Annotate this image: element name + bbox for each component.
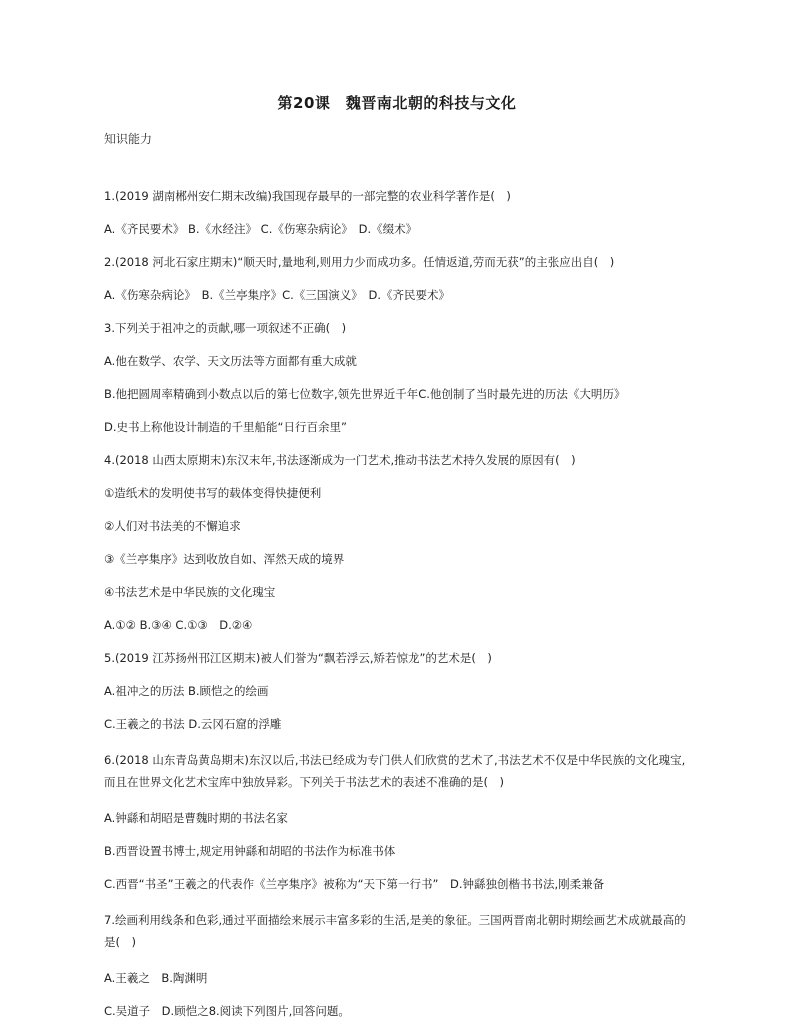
answer-option: D.史书上称他设计制造的千里船能“日行百余里”: [104, 420, 347, 434]
statement-item: ④书法艺术是中华民族的文化瑰宝: [104, 585, 276, 599]
lesson-title: 第20课 魏晋南北朝的科技与文化: [277, 94, 517, 112]
question-text: 1.(2019 湖南郴州安仁期末改编)我国现存最早的一部完整的农业科学著作是( ): [104, 189, 511, 203]
answer-option: C.西晋“书圣”王羲之的代表作《兰亭集序》被称为“天下第一行书” D.钟繇独创楷书书法,刚柔兼备: [104, 877, 605, 891]
question-text: 4.(2018 山西太原期末)东汉末年,书法逐渐成为一门艺术,推动书法艺术持久发展的原因有( ): [104, 453, 576, 467]
answer-option: A.钟繇和胡昭是曹魏时期的书法名家: [104, 811, 288, 825]
question-list: [104, 188, 694, 1019]
section-heading: 知识能力: [104, 132, 153, 146]
answer-options: C.王羲之的书法 D.云冈石窟的浮雕: [104, 717, 282, 731]
statement-item: ②人们对书法美的不懈追求: [104, 519, 241, 533]
answer-options: C.吴道子 D.顾恺之8.阅读下列图片,回答问题。: [104, 1004, 350, 1018]
question-text: 7.绘画利用线条和色彩,通过平面描绘来展示丰富多彩的生活,是美的象征。三国两晋南北朝时期绘画艺术成就最高的是( ): [104, 913, 686, 949]
question-text: 3.下列关于祖冲之的贡献,哪一项叙述不正确( ): [104, 321, 347, 335]
answer-option: B.他把圆周率精确到小数点以后的第七位数字,领先世界近千年C.他创制了当时最先进的历法《大明历》: [104, 387, 626, 401]
statement-item: ①造纸术的发明使书写的载体变得快捷便利: [104, 486, 322, 500]
statement-item: ③《兰亭集序》达到收放自如、浑然天成的境界: [104, 552, 345, 566]
answer-options: A.《伤寒杂病论》 B.《兰亭集序》C.《三国演义》 D.《齐民要术》: [104, 288, 451, 302]
question-text: 2.(2018 河北石家庄期末)“顺天时,量地利,则用力少而成功多。任情返道,劳而无获”的主张应出自( ): [104, 255, 615, 269]
answer-options: A.①② B.③④ C.①③ D.②④: [104, 618, 253, 632]
answer-options: A.王羲之 B.陶渊明: [104, 971, 208, 985]
question-text: 5.(2019 江苏扬州邗江区期末)被人们誉为“飘若浮云,矫若惊龙”的艺术是( ): [104, 651, 492, 665]
answer-option: B.西晋设置书博士,规定用钟繇和胡昭的书法作为标准书体: [104, 844, 396, 858]
answer-option: A.他在数学、农学、天文历法等方面都有重大成就: [104, 354, 357, 368]
question-text: 6.(2018 山东青岛黄岛期末)东汉以后,书法已经成为专门供人们欣赏的艺术了,书法艺术不仅是中华民族的文化瑰宝,而且在世界文化艺术宝库中独放异彩。下列关于书法艺术的表述不准确的是( ): [104, 753, 686, 789]
answer-options: A.《齐民要术》 B.《水经注》 C.《伤寒杂病论》 D.《缀术》: [104, 222, 418, 236]
answer-options: A.祖冲之的历法 B.顾恺之的绘画: [104, 684, 269, 698]
